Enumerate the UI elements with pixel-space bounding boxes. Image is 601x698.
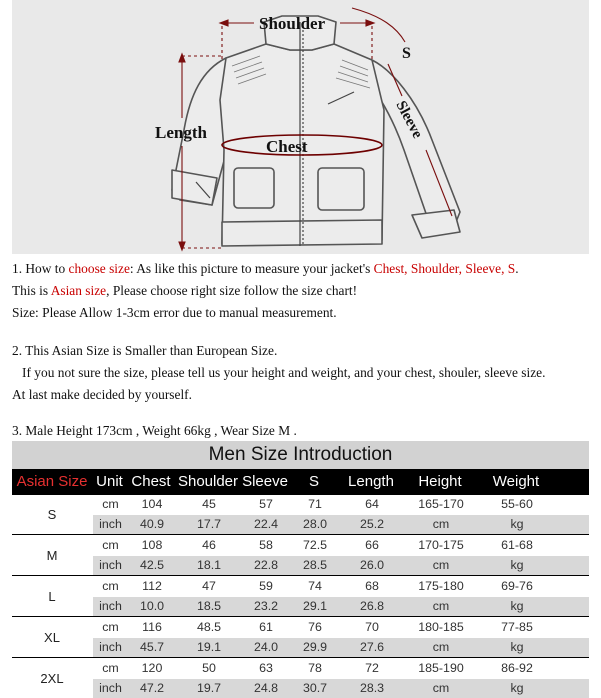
- cell-unit: cm: [102, 579, 119, 593]
- table-header-row: [12, 469, 589, 495]
- cell-length: 64: [365, 497, 379, 511]
- cell-shoulder: 19.7: [196, 681, 222, 695]
- cell-height: cm: [432, 599, 450, 613]
- cell-chest: 10.0: [139, 599, 165, 613]
- cell-s: 28.5: [302, 558, 328, 572]
- measurement-row-inch: [93, 556, 589, 575]
- table-body: [12, 495, 589, 698]
- header-chest: Chest: [131, 473, 171, 490]
- note-smaller-than-european: 2. This Asian Size is Smaller than European Size.: [12, 343, 278, 358]
- choose-size-highlight: choose size: [68, 261, 130, 276]
- header-height: Height: [418, 473, 462, 490]
- measurement-row-inch: [93, 638, 589, 657]
- measurement-row-inch: [93, 679, 589, 698]
- cell-chest: 45.7: [139, 640, 165, 654]
- cell-weight: kg: [510, 558, 524, 572]
- cell-chest: 120: [141, 661, 163, 675]
- size-row-m: [12, 536, 589, 575]
- cell-s: 72.5: [302, 538, 328, 552]
- size-label: XL: [12, 618, 93, 657]
- cell-weight: 55-60: [501, 497, 533, 511]
- cell-weight: 61-68: [501, 538, 533, 552]
- cell-shoulder: 50: [202, 661, 216, 675]
- measurement-row-cm: [93, 577, 589, 596]
- cell-shoulder: 47: [202, 579, 216, 593]
- cell-chest: 108: [141, 538, 163, 552]
- cell-height: cm: [432, 558, 450, 572]
- jacket-measurement-illustration: [12, 0, 589, 254]
- note-decide-yourself: At last make decided by yourself.: [12, 387, 192, 402]
- note-how-to-choose: 1. How to choose size: As like this picture to measure your jacket's Chest, Shoulder, Sleeve, S.: [12, 261, 519, 276]
- cell-height: cm: [432, 517, 450, 531]
- cell-length: 26.0: [359, 558, 385, 572]
- cell-weight: kg: [510, 599, 524, 613]
- note-error-allowance: Size: Please Allow 1-3cm error due to manual measurement.: [12, 305, 337, 320]
- cell-length: 26.8: [359, 599, 385, 613]
- row-separator: [12, 575, 589, 576]
- cell-height: 185-190: [418, 661, 464, 675]
- size-row-xl: [12, 618, 589, 657]
- cell-sleeve: 24.0: [253, 640, 279, 654]
- note-asian-size: This is Asian size, Please choose right size follow the size chart!: [12, 283, 358, 298]
- cell-shoulder: 18.5: [196, 599, 222, 613]
- cell-shoulder: 45: [202, 497, 216, 511]
- cell-s: 78: [308, 661, 322, 675]
- cell-unit: cm: [102, 497, 119, 511]
- cell-unit: inch: [99, 558, 122, 572]
- header-length: Length: [348, 473, 394, 490]
- measurement-row-inch: [93, 597, 589, 616]
- cell-s: 28.0: [302, 517, 328, 531]
- cell-sleeve: 22.8: [253, 558, 279, 572]
- cell-weight: kg: [510, 681, 524, 695]
- cell-weight: kg: [510, 640, 524, 654]
- cell-s: 30.7: [302, 681, 328, 695]
- cell-length: 27.6: [359, 640, 385, 654]
- s-label: S: [402, 45, 411, 62]
- cell-sleeve: 22.4: [253, 517, 279, 531]
- cell-chest: 40.9: [139, 517, 165, 531]
- cell-sleeve: 57: [259, 497, 273, 511]
- cell-sleeve: 23.2: [253, 599, 279, 613]
- cell-unit: cm: [102, 661, 119, 675]
- cell-shoulder: 48.5: [196, 620, 222, 634]
- cell-shoulder: 17.7: [196, 517, 222, 531]
- cell-height: 175-180: [418, 579, 464, 593]
- sleeve-label: Sleeve: [392, 98, 426, 142]
- cell-height: 170-175: [418, 538, 464, 552]
- table-title: Men Size Introduction: [12, 441, 589, 469]
- cell-length: 28.3: [359, 681, 385, 695]
- cell-chest: 104: [141, 497, 163, 511]
- header-sleeve: Sleeve: [242, 473, 288, 490]
- cell-unit: inch: [99, 599, 122, 613]
- row-separator: [12, 534, 589, 535]
- header-s: S: [308, 473, 319, 490]
- cell-chest: 47.2: [139, 681, 165, 695]
- note-model-example: 3. Male Height 173cm , Weight 66kg , Wear Size M .: [12, 423, 297, 438]
- cell-length: 25.2: [359, 517, 385, 531]
- header-unit: Unit: [96, 473, 123, 490]
- cell-height: 165-170: [418, 497, 464, 511]
- cell-sleeve: 58: [259, 538, 273, 552]
- shoulder-label: Shoulder: [259, 14, 326, 33]
- cell-length: 66: [365, 538, 379, 552]
- cell-shoulder: 46: [202, 538, 216, 552]
- measurement-row-inch: [93, 515, 589, 534]
- chest-label: Chest: [266, 137, 308, 156]
- cell-weight: 86-92: [501, 661, 533, 675]
- cell-weight: 77-85: [501, 620, 533, 634]
- size-row-s: [12, 495, 589, 534]
- cell-shoulder: 18.1: [196, 558, 222, 572]
- cell-sleeve: 59: [259, 579, 273, 593]
- size-label: S: [12, 495, 93, 534]
- cell-unit: cm: [102, 538, 119, 552]
- size-row-2xl: [12, 659, 589, 698]
- cell-shoulder: 19.1: [196, 640, 222, 654]
- measurement-row-cm: [93, 659, 589, 678]
- cell-s: 71: [308, 497, 322, 511]
- measurement-list-highlight: Chest, Shoulder, Sleeve, S: [373, 261, 516, 276]
- cell-chest: 116: [142, 620, 162, 634]
- cell-height: cm: [432, 640, 450, 654]
- cell-chest: 42.5: [139, 558, 165, 572]
- measurement-row-cm: [93, 536, 589, 555]
- row-separator: [12, 657, 589, 658]
- cell-sleeve: 24.8: [253, 681, 279, 695]
- cell-sleeve: 63: [259, 661, 273, 675]
- header-asian-size: Asian Size: [16, 473, 88, 490]
- cell-unit: inch: [99, 517, 122, 531]
- cell-sleeve: 61: [259, 620, 273, 634]
- cell-length: 72: [365, 661, 379, 675]
- cell-chest: 112: [142, 579, 162, 593]
- row-separator: [12, 616, 589, 617]
- cell-height: 180-185: [418, 620, 464, 634]
- note-not-sure: If you not sure the size, please tell us your height and weight, and your chest, shouler, sleeve size.: [12, 365, 546, 380]
- cell-unit: inch: [99, 640, 122, 654]
- size-chart-table: [12, 441, 589, 698]
- length-label: Length: [155, 123, 207, 142]
- size-label: 2XL: [12, 659, 93, 698]
- size-row-l: [12, 577, 589, 616]
- cell-weight: kg: [510, 517, 524, 531]
- header-weight: Weight: [492, 473, 540, 490]
- cell-s: 74: [308, 579, 322, 593]
- size-label: L: [12, 577, 93, 616]
- cell-unit: inch: [99, 681, 122, 695]
- size-label: M: [12, 536, 93, 575]
- header-shoulder: Shoulder: [177, 473, 239, 490]
- cell-s: 29.9: [302, 640, 328, 654]
- cell-unit: cm: [102, 620, 119, 634]
- cell-s: 76: [308, 620, 322, 634]
- cell-weight: 69-76: [501, 579, 533, 593]
- cell-length: 68: [365, 579, 379, 593]
- cell-length: 70: [365, 620, 379, 634]
- measurement-row-cm: [93, 618, 589, 637]
- cell-s: 29.1: [302, 599, 328, 613]
- asian-size-highlight: Asian size: [50, 283, 107, 298]
- cell-height: cm: [432, 681, 450, 695]
- measurement-row-cm: [93, 495, 589, 514]
